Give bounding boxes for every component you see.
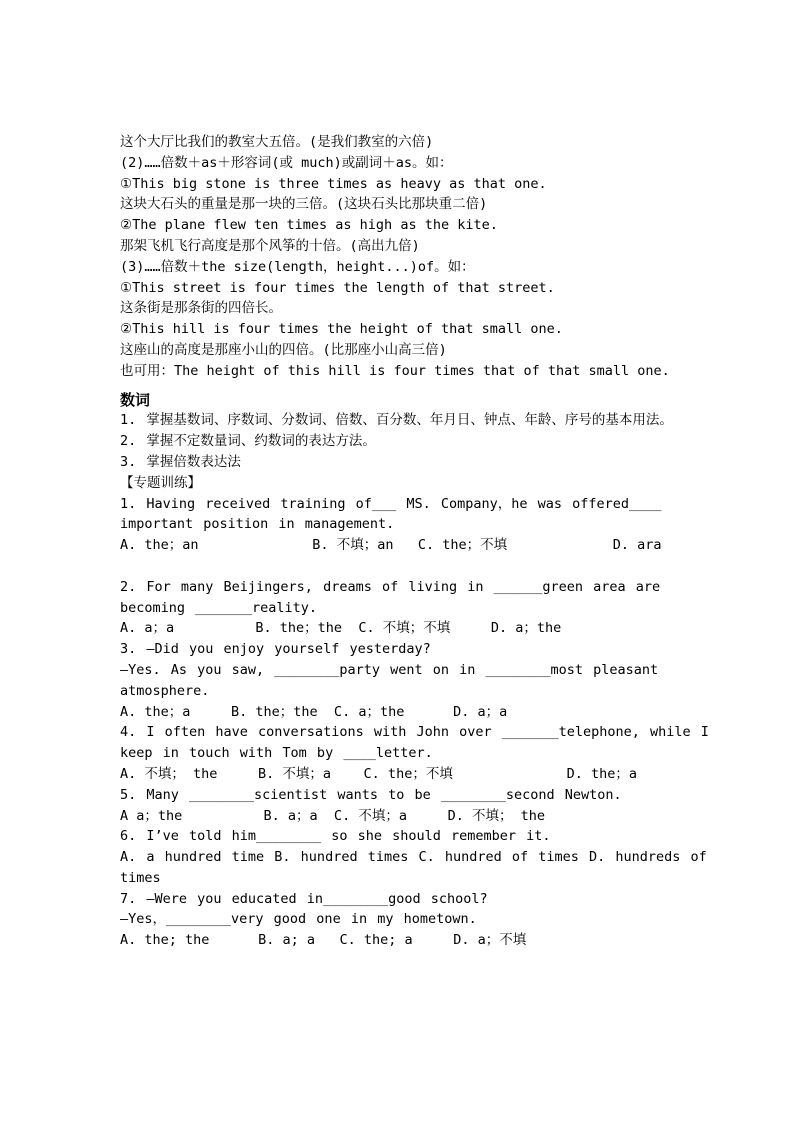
text-line: (3)……倍数＋the size(length，height...)of。如： — [120, 258, 475, 275]
question-options: A. a；a B. the；the C. 不填；不填 D. a；the — [120, 620, 562, 637]
objectives — [120, 410, 710, 472]
question-5 — [120, 785, 710, 827]
objective-item: 3. 掌握倍数表达法 — [120, 453, 241, 470]
spacer — [120, 556, 710, 577]
text-line: ②This hill is four times the height of that small one. — [120, 321, 563, 338]
question-stem: 6. I’ve told him________ so she should remember it. — [120, 828, 551, 845]
question-stem: 2. For many Beijingers, dreams of living in ______green area are becoming _______reality. — [120, 578, 661, 616]
text-line: 那架飞机飞行高度是那个风筝的十倍。(高出九倍) — [120, 237, 420, 254]
document-page — [120, 132, 710, 951]
question-3 — [120, 639, 710, 722]
question-list — [120, 494, 710, 952]
question-1 — [120, 494, 710, 556]
question-options: A. the；a B. the；the C. a；the D. a；a — [120, 703, 508, 720]
question-4 — [120, 722, 710, 784]
training-label: 【专题训练】 — [120, 474, 201, 491]
question-stem: 5. Many ________scientist wants to be ________second Newton. — [120, 786, 622, 803]
question-2 — [120, 577, 710, 639]
question-stem: 4. I often have conversations with John over _______telephone, while I keep in touch with Tom by ____letter. — [120, 724, 709, 762]
question-stem: 1. Having received training of___ MS. Company，he was offered____ important position in management. — [120, 495, 662, 533]
question-options: A. 不填； the B. 不填；a C. the；不填 D. the；a — [120, 765, 638, 782]
text-line: ①This street is four times the length of that street. — [120, 279, 555, 296]
question-options: A. the; the B. a; a C. the; a D. a；不填 — [120, 932, 527, 949]
text-line: 这个大厅比我们的教室大五倍。(是我们教室的六倍) — [120, 134, 434, 150]
text-line: ①This big stone is three times as heavy as that one. — [120, 175, 547, 192]
text-line: 这座山的高度是那座小山的四倍。(比那座小山高三倍) — [120, 341, 447, 358]
objective-item: 1. 掌握基数词、序数词、分数词、倍数、百分数、年月日、钟点、年龄、序号的基本用法。 — [120, 412, 673, 429]
question-stem: 7. —Were you educated in________good school? —Yes，________very good one in my hometown. — [120, 890, 488, 928]
text-line: 也可用：The height of this hill is four times that of that small one. — [120, 362, 670, 379]
text-line: 这块大石头的重量是那一块的三倍。(这块石头比那块重二倍) — [120, 196, 488, 213]
text-line: (2)……倍数＋as＋形容词(或 much)或副词＋as。如： — [120, 154, 453, 171]
question-options: A. the；an B. 不填；an C. the；不填 D. ara — [120, 537, 662, 554]
objective-item: 2. 掌握不定数量词、约数词的表达方法。 — [120, 433, 376, 450]
section-title: 数词 — [120, 390, 151, 409]
grammar-notes — [120, 132, 710, 382]
text-line: 这条街是那条街的四倍长。 — [120, 300, 282, 317]
question-options: A a；the B. a；a C. 不填；a D. 不填； the — [120, 807, 545, 824]
question-7 — [120, 889, 710, 951]
text-line: ②The plane flew ten times as high as the kite. — [120, 217, 498, 234]
question-6 — [120, 826, 710, 888]
question-options: A. a hundred time B. hundred times C. hundred of times D. hundreds of times — [120, 849, 707, 886]
question-stem: 3. —Did you enjoy yourself yesterday? —Yes. As you saw, ________party went on in ________most pleasant atmosphere. — [120, 641, 659, 699]
